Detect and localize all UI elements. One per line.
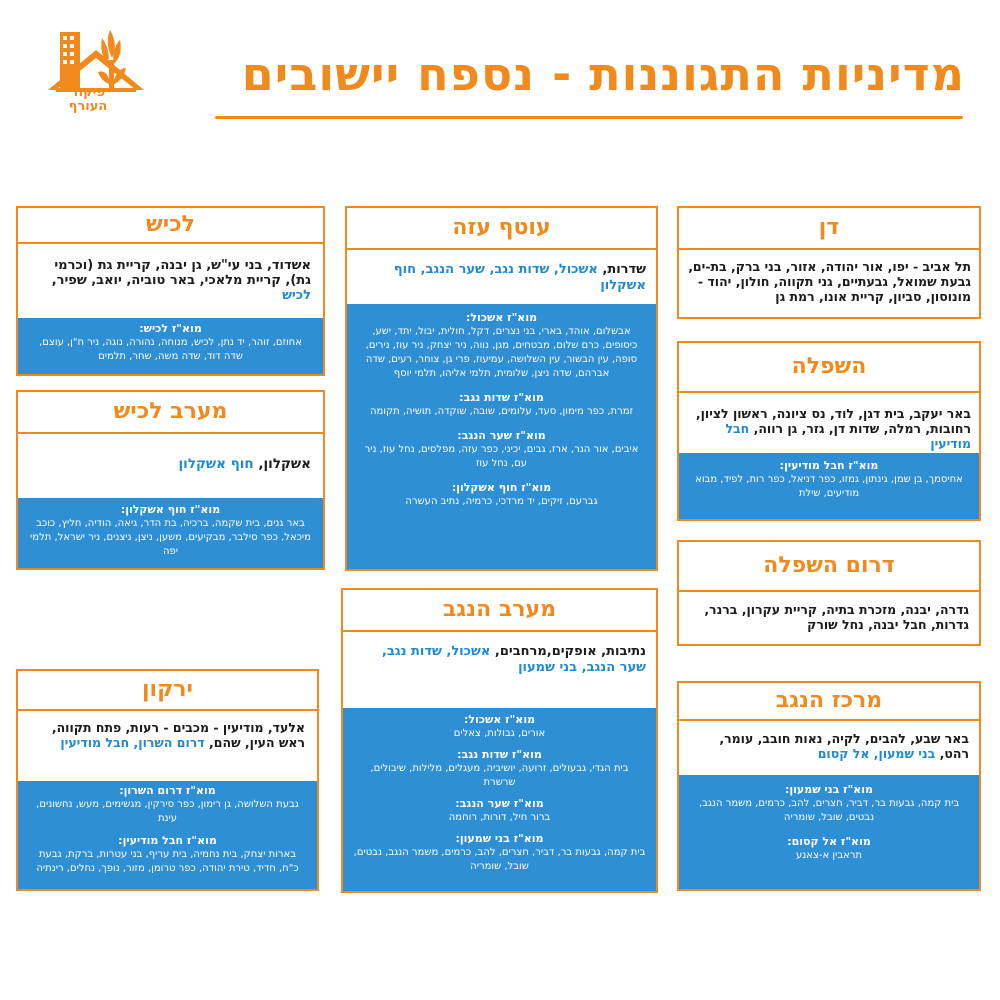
council-settlements: איבים, אור הנר, ארז, גבים, יכיני, כפר עזה, מפלסים, נחל עוז, ניר עם, נחל עוז: [364, 444, 639, 469]
region-card-lachish: [16, 206, 325, 376]
region-main-cities: גדרה, יבנה, מזכרת בתיה, קריית עקרון, ברנר, גדרות, חבל יבנה, נחל שורק: [704, 602, 969, 632]
council-title: מוא"ז אשכול:: [463, 713, 536, 726]
council-settlements: בית הגדי, גבעולים, זרועה, יושיביה, מעגלים, מלילות, שיבולים, שרשרת: [370, 763, 629, 788]
region-main-cities: אשקלון,: [258, 456, 311, 472]
council-settlements: בית קמה, גבעות בר, דביר, חצרים, להב, כרמים, משמר הנגב, נבטים, שובל, שומריה: [698, 798, 960, 823]
region-main-text: [679, 592, 979, 642]
logo-text-line2: העורף: [68, 99, 108, 114]
council-list: [343, 708, 656, 891]
region-main-councils: לכיש: [282, 288, 311, 303]
council-settlements: אבשלום, אוהד, בארי, בני נצרים, דקל, חולית, יבול, יתד, ישע, כיסופים, כרם שלום, מבטחים, מגן, נווה, ניר יצחק, ניר עוז, נירים, סופה, עין הבשור, עין השלושה, עמיעוז, פרי גן, צוחר, רעים, שדה אברהם, שדה ניצן, שלומית, תלמי אליהו, תלמי יוסף: [365, 326, 638, 379]
region-main-councils: דרום השרון, חבל מודיעין: [60, 735, 205, 750]
region-main-cities: אלעד, מודיעין - מכבים - רעות, פתח תקווה, ראש העין, שהם,: [51, 720, 305, 750]
region-card-darom-shfela: [677, 540, 981, 646]
logo-text-line1: פיקוד: [70, 85, 106, 100]
council-title: מוא"ז שער הנגב:: [455, 797, 544, 810]
region-main-cities: באר יעקב, בית דגן, לוד, נס ציונה, ראשון לציון, רחובות, רמלה, שדות דן, גזר, גן רווה,: [695, 406, 971, 436]
region-title: ירקון: [18, 671, 317, 711]
region-main-text: [347, 250, 656, 304]
council-title: מוא"ז אל קסום:: [787, 835, 871, 848]
page-title: מדיניות התגוננות - נספח יישובים: [241, 47, 965, 101]
region-main-councils: בני שמעון, אל קסום: [817, 746, 936, 761]
region-main-text: [679, 721, 979, 775]
region-title: לכיש: [18, 208, 323, 244]
council-settlements: אחיסמך, בן שמן, גינתון, גמזו, כפר דניאל, כפר רות, לפיד, מבוא מודיעים, שילת: [695, 474, 963, 499]
region-main-text: [18, 711, 317, 781]
region-card-merkaz-negev: [677, 681, 981, 891]
council-title: מוא"ז בני שמעון:: [455, 832, 544, 845]
region-main-councils: אשכול, שדות נגב, שער הנגב, בני שמעון: [381, 644, 646, 675]
region-main-text: [679, 393, 979, 453]
region-title: מרכז הנגב: [679, 683, 979, 721]
council-list: [679, 453, 979, 519]
region-card-maarav-lachish: [16, 390, 325, 570]
region-title: מערב הנגב: [343, 590, 656, 632]
council-settlements: אחוזם, זוהר, יד נתן, לכיש, מנוחה, נהורה, נוגה, ניר ח"ן, עוצם, שדה דוד, שדה משה, שחר, תלמים: [39, 337, 302, 362]
region-title: מערב לכיש: [18, 392, 323, 434]
region-title: דרום השפלה: [679, 542, 979, 592]
council-list: [679, 775, 979, 889]
council-settlements: באר גנים, בית שקמה, ברכיה, בת הדר, גיאה, הודיה, חליץ, כוכב מיכאל, כפר סילבר, מבקיעים, משען, ניצן, ניצנים, ניר ישראל, תלמי יפה: [30, 518, 311, 557]
council-settlements: זמרת, כפר מימון, סעד, עלומים, שובה, שוקדה, תושיה, תקומה: [369, 406, 634, 417]
region-main-text: [679, 250, 979, 313]
council-title: מוא"ז חבל מודיעין:: [779, 459, 879, 472]
region-main-councils: אשכול, שדות נגב, שער הנגב, חוף אשקלון: [393, 262, 646, 293]
region-title: דן: [679, 208, 979, 250]
region-main-cities: תל אביב - יפו, אור יהודה, אזור, בני ברק, בת-ים, גבעת שמואל, גבעתיים, גני תקווה, חולון, יהוד - מונוסון, סביון, קריית אונו, רמת גן: [688, 259, 971, 304]
council-list: [347, 304, 656, 569]
region-card-yarkon: [16, 669, 319, 891]
council-settlements: גבעת השלושה, גן רימון, כפר סירקין, מגשימים, מעש, נחשונים, עינת: [36, 799, 299, 824]
council-title: מוא"ז אשכול:: [465, 311, 538, 324]
council-settlements: אורים, גבולות, צאלים: [453, 728, 546, 739]
council-title: מוא"ז חוף אשקלון:: [451, 481, 552, 494]
region-main-cities: באר שבע, להבים, לקיה, נאות חובב, עומר, רהט,: [719, 731, 969, 761]
council-settlements: גברעם, זיקים, יד מרדכי, כרמיה, נתיב העשרה: [405, 496, 598, 507]
council-settlements: תראבין א-צאנע: [796, 850, 862, 861]
council-title: מוא"ז שדות נגב:: [459, 391, 544, 404]
council-list: [18, 498, 323, 568]
council-title: מוא"ז לכיש:: [139, 322, 202, 335]
region-main-councils: חוף אשקלון: [178, 456, 254, 472]
council-settlements: בארות יצחק, בית נחמיה, בית עריף, בני עטרות, ברקת, גבעת כ"ח, חדיד, טירת יהודה, כפר טרומן, מזור, נופך, נחלים, רינתיה: [36, 849, 299, 874]
region-main-cities: שדרות,: [602, 262, 646, 277]
council-title: מוא"ז דרום השרון:: [119, 784, 216, 797]
region-main-text: [18, 434, 323, 498]
region-card-maarav-negev: [341, 588, 658, 893]
council-title: מוא"ז שדות נגב:: [457, 748, 542, 761]
council-title: מוא"ז חוף אשקלון:: [120, 503, 221, 516]
council-title: מוא"ז חבל מודיעין:: [118, 834, 217, 847]
region-main-cities: אשדוד, בני עי"ש, גן יבנה, קריית גת (וכרמי גת), קריית מלאכי, באר טוביה, יואב, שפיר,: [51, 258, 311, 288]
region-card-dan: [677, 206, 981, 319]
region-card-otef-aza: [345, 206, 658, 571]
region-main-text: [343, 632, 656, 708]
council-title: מוא"ז שער הנגב:: [457, 429, 546, 442]
title-underline: [215, 116, 963, 119]
region-main-cities: נתיבות, אופקים,מרחבים,: [494, 644, 646, 659]
region-card-shfela: [677, 341, 981, 521]
council-list: [18, 781, 317, 889]
council-title: מוא"ז בני שמעון:: [784, 783, 874, 796]
region-title: עוטף עזה: [347, 208, 656, 250]
council-settlements: ברור חיל, דורות, רוחמה: [448, 812, 551, 823]
home-front-command-logo: [42, 24, 150, 132]
logo-text: [62, 86, 114, 114]
council-settlements: בית קמה, גבעות בר, דביר, חצרים, להב, כרמים, משמר הנגב, נבטים, שובל, שומריה: [353, 847, 646, 872]
council-list: [18, 318, 323, 374]
region-main-text: [18, 244, 323, 318]
region-main-councils: חבל מודיעין: [725, 421, 971, 451]
region-title: השפלה: [679, 343, 979, 393]
